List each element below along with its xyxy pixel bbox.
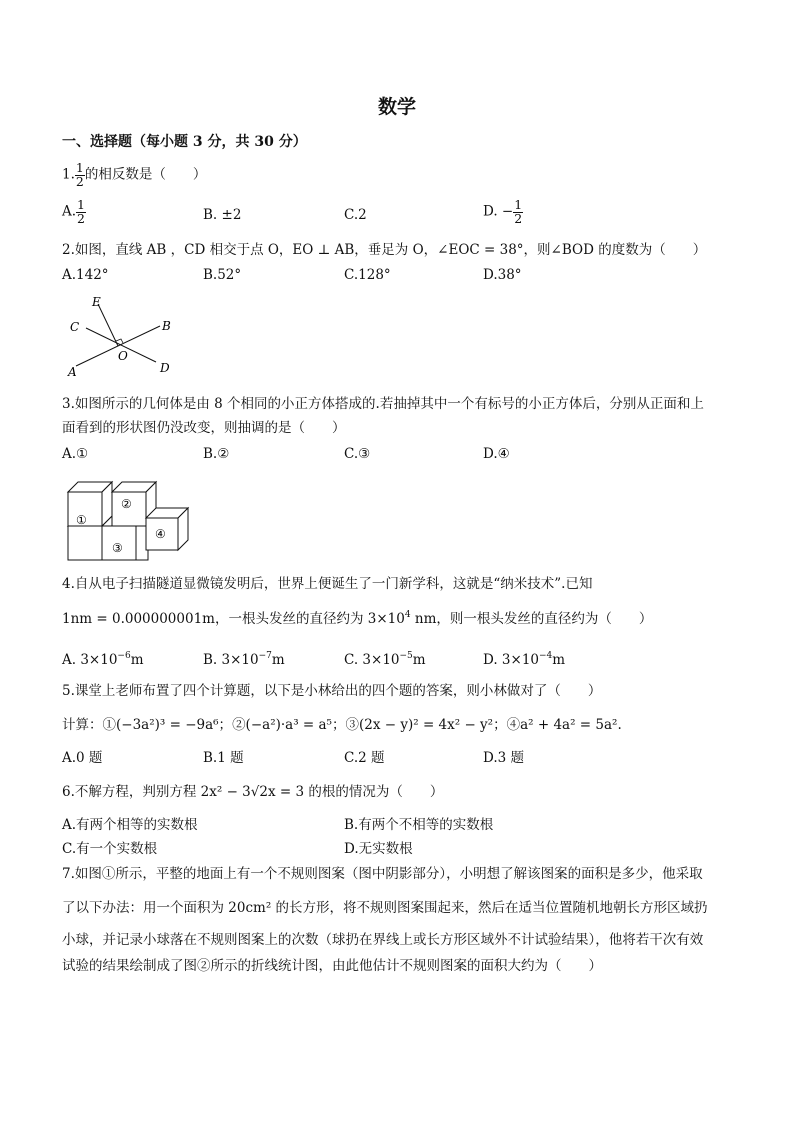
question-2-stem: 2.如图，直线 AB ，CD 相交于点 O，EO ⊥ AB，垂足为 O，∠EOC = 38°，则∠BOD 的度数为（ ） — [62, 242, 707, 258]
label-e: E — [92, 295, 101, 309]
question-7-line-4: 试验的结果绘制成了图②所示的折线统计图，由此他估计不规则图案的面积大约为（ ） — [62, 958, 602, 974]
q6-option-a[interactable]: A.有两个相等的实数根 — [62, 817, 198, 833]
question-4-stem-line-2: 1nm = 0.000000001m，一根头发丝的直径约为 $3\times 10^4$ nm，则一根头发丝的直径约为（ ） — [62, 610, 653, 627]
question-6-stem: 6.不解方程，判别方程 2x² − 3√2x = 3 的根的情况为（ ） — [62, 784, 444, 800]
q3-cube-stack-figure — [66, 474, 190, 562]
q1-option-a[interactable]: A. $\frac{1}{2}$ — [62, 197, 85, 226]
label-a: A — [68, 365, 77, 379]
q4-option-b[interactable]: B. $3\times 10^{-7}m$ — [203, 651, 285, 668]
ray-oe — [98, 304, 118, 346]
q2-option-a[interactable]: A.142° — [62, 267, 109, 283]
cube-label-4: ④ — [155, 527, 166, 541]
question-5-calculations: 计算：①(−3a²)³ = −9a⁶；②(−a²)·a³ = a⁵；③(2x − y)² = 4x² − y²；④a² + 4a² = 5a². — [62, 717, 622, 733]
question-3-stem-line-2: 面看到的形状图仍没改变，则抽调的是（ ） — [62, 420, 346, 436]
question-5-stem: 5.课堂上老师布置了四个计算题，以下是小林给出的四个题的答案，则小林做对了（ ） — [62, 683, 602, 699]
label-o: O — [118, 349, 128, 363]
q6-option-d[interactable]: D.无实数根 — [344, 841, 413, 857]
q3-option-c[interactable]: C.③ — [344, 446, 371, 462]
page-title: 数学 — [377, 96, 416, 118]
q1-fraction: $\frac{1}{2}$ — [75, 160, 84, 189]
q6-option-c[interactable]: C.有一个实数根 — [62, 841, 158, 857]
label-c: C — [70, 320, 80, 334]
calc-item-2: ②(−a²)·a³ = a⁵； — [232, 717, 346, 733]
question-7-line-1: 7.如图①所示，平整的地面上有一个不规则图案（图中阴影部分），小明想了解该图案的面积是多少，他采取 — [62, 866, 703, 882]
question-7-line-2: 了以下办法：用一个面积为 20cm² 的长方形，将不规则图案围起来，然后在适当位置随机地朝长方形区域扔 — [62, 900, 708, 916]
q5-option-b[interactable]: B.1 题 — [203, 750, 244, 766]
right-angle-mark — [116, 339, 123, 343]
cube-label-1: ① — [76, 513, 87, 527]
q6-option-b[interactable]: B.有两个不相等的实数根 — [344, 817, 494, 833]
question-3-stem-line-1: 3.如图所示的几何体是由 8 个相同的小正方体搭成的.若抽掉其中一个有标号的小正方体后，分别从正面和上 — [62, 396, 704, 412]
section-heading-choice: 一、选择题（每小题 3 分，共 30 分） — [62, 134, 307, 150]
q1-option-c[interactable]: C.2 — [344, 207, 367, 223]
q1-option-d[interactable]: D. − $\frac{1}{2}$ — [483, 197, 523, 226]
question-4-stem-line-1: 4.自从电子扫描隧道显微镜发明后，世界上便诞生了一门新学科，这就是“纳米技术”.已知 — [62, 576, 593, 592]
q5-option-c[interactable]: C.2 题 — [344, 750, 385, 766]
q1-option-b[interactable]: B. ±2 — [203, 207, 242, 223]
question-1-stem — [62, 162, 206, 188]
cube-label-2: ② — [121, 497, 132, 511]
calc-item-3: ③(2x − y)² = 4x² − y²； — [345, 717, 507, 733]
q3-option-d[interactable]: D.④ — [483, 446, 510, 462]
label-b: B — [162, 319, 171, 333]
q5-option-a[interactable]: A.0 题 — [62, 750, 103, 766]
q2-option-d[interactable]: D.38° — [483, 267, 522, 283]
q1-number: 1. — [62, 166, 75, 183]
cube-label-3: ③ — [112, 541, 123, 555]
label-d: D — [160, 361, 170, 375]
q4-option-c[interactable]: C. $3\times 10^{-5}m$ — [344, 651, 426, 668]
q4-option-a[interactable]: A. $3\times 10^{-6}m$ — [62, 651, 144, 668]
calc-item-1: ①(−3a²)³ = −9a⁶； — [102, 717, 233, 733]
q1-suffix: 的相反数是（ ） — [84, 166, 207, 183]
q5-option-d[interactable]: D.3 题 — [483, 750, 525, 766]
calc-item-4: ④a² + 4a² = 5a². — [506, 717, 622, 733]
question-7-line-3: 小球，并记录小球落在不规则图案上的次数（球扔在界线上或长方形区域外不计试验结果），他将若干次有效 — [62, 932, 704, 948]
q3-option-b[interactable]: B.② — [203, 446, 230, 462]
q2-option-c[interactable]: C.128° — [344, 267, 391, 283]
q4-option-d[interactable]: D. $3\times 10^{-4}m$ — [483, 651, 566, 668]
q2-option-b[interactable]: B.52° — [203, 267, 242, 283]
q3-option-a[interactable]: A.① — [62, 446, 89, 462]
q2-intersecting-lines-figure — [60, 290, 190, 380]
